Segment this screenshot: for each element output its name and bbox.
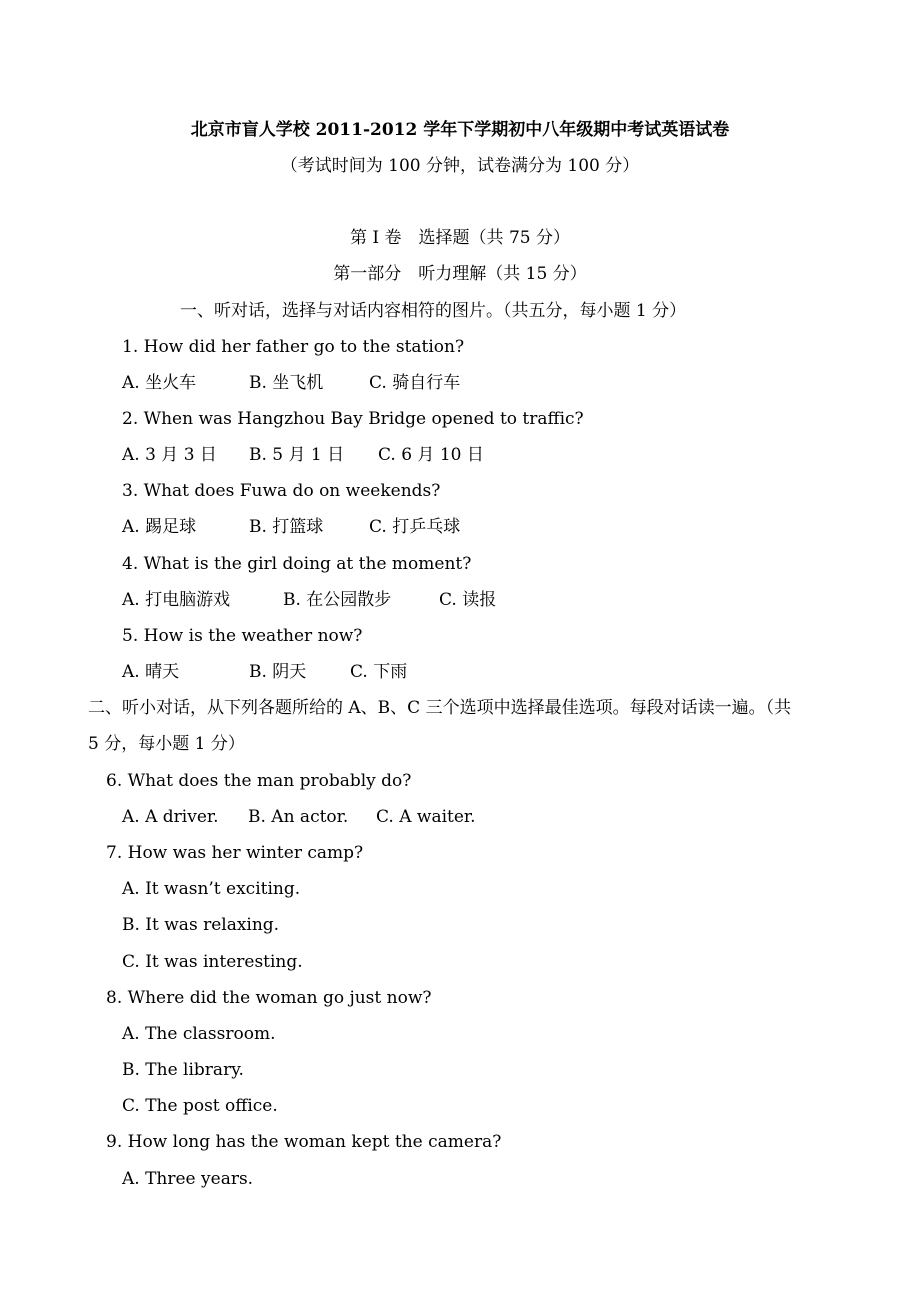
option-7b: B. It was relaxing. [122, 915, 280, 935]
option-4b: B. 在公园散步 [283, 590, 392, 610]
question-1: 1. How did her father go to the station? [122, 337, 465, 357]
question-7: 7. How was her winter camp? [106, 843, 364, 863]
question-3: 3. What does Fuwa do on weekends? [122, 481, 441, 501]
section2-instruction-line1: 二、听小对话，从下列各题所给的 A、B、C 三个选项中选择最佳选项。每段对话读一遍。（共 [88, 698, 792, 718]
question-6: 6. What does the man probably do? [106, 771, 412, 791]
option-1a: A. 坐火车 [122, 373, 197, 393]
option-8b: B. The library. [122, 1060, 244, 1080]
option-8c: C. The post office. [122, 1096, 278, 1116]
option-1b: B. 坐飞机 [249, 373, 324, 393]
option-4c: C. 读报 [439, 590, 497, 610]
exam-title: 北京市盲人学校 2011-2012 学年下学期初中八年级期中考试英语试卷 [190, 120, 730, 140]
option-5b: B. 阴天 [249, 662, 307, 682]
option-3a: A. 踢足球 [122, 517, 197, 537]
option-2b: B. 5 月 1 日 [249, 445, 345, 465]
section1-instruction: 一、听对话，选择与对话内容相符的图片。（共五分，每小题 1 分） [180, 301, 687, 321]
option-2a: A. 3 月 3 日 [122, 445, 217, 465]
option-5c: C. 下雨 [350, 662, 408, 682]
option-7a: A. It wasn’t exciting. [122, 879, 301, 899]
option-9a: A. Three years. [122, 1169, 254, 1189]
option-8a: A. The classroom. [122, 1024, 276, 1044]
option-1c: C. 骑自行车 [369, 373, 461, 393]
question-4: 4. What is the girl doing at the moment? [122, 554, 472, 574]
option-6a: A. A driver. [122, 807, 219, 827]
question-3-options [122, 516, 460, 538]
question-6-options [122, 806, 476, 828]
question-4-options [122, 589, 496, 611]
question-2-options [122, 444, 484, 466]
option-4a: A. 打电脑游戏 [122, 590, 231, 610]
option-2c: C. 6 月 10 日 [378, 445, 484, 465]
question-5-options [122, 661, 407, 683]
volume-heading: 第 I 卷 选择题（共 75 分） [350, 228, 570, 248]
section2-instruction-line2: 5 分，每小题 1 分） [88, 734, 245, 754]
option-3c: C. 打乒乓球 [369, 517, 461, 537]
exam-subtitle: （考试时间为 100 分钟，试卷满分为 100 分） [280, 156, 640, 176]
question-5: 5. How is the weather now? [122, 626, 363, 646]
option-6b: B. An actor. [248, 807, 349, 827]
option-6c: C. A waiter. [376, 807, 476, 827]
question-9: 9. How long has the woman kept the camera? [106, 1132, 502, 1152]
option-5a: A. 晴天 [122, 662, 180, 682]
option-7c: C. It was interesting. [122, 952, 303, 972]
option-3b: B. 打篮球 [249, 517, 324, 537]
question-8: 8. Where did the woman go just now? [106, 988, 432, 1008]
part-heading: 第一部分 听力理解（共 15 分） [333, 264, 587, 284]
question-1-options [122, 372, 460, 394]
question-2: 2. When was Hangzhou Bay Bridge opened to traffic? [122, 409, 584, 429]
